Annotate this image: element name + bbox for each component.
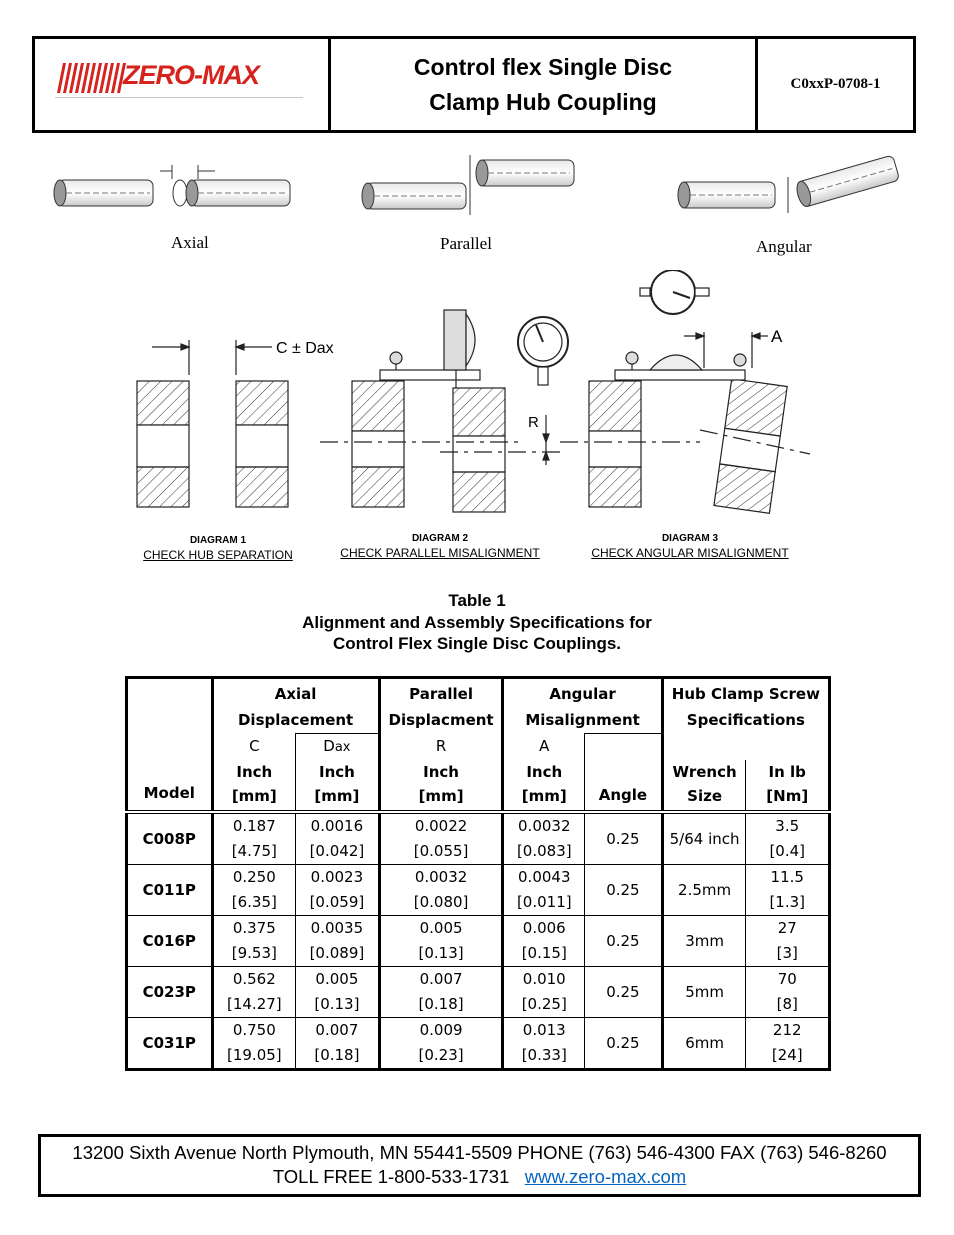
cell-a-inch: 0.0043	[518, 868, 571, 886]
cell-dax-mm: [0.089]	[309, 944, 365, 962]
cell-r	[379, 916, 503, 967]
cell-wrench	[662, 812, 746, 865]
diagram-2-caption	[332, 532, 548, 560]
header-angular-line-2: Misalignment	[525, 711, 640, 729]
cell-r-mm: [0.055]	[413, 842, 469, 860]
cell-model	[127, 812, 213, 865]
cell-wrench	[662, 967, 746, 1018]
header-torque	[746, 760, 830, 812]
header-size: Size	[687, 787, 723, 805]
cell-wrench-value: 3mm	[685, 931, 724, 950]
document-number: C0xxP-0708-1	[790, 76, 881, 92]
cell-torque-inch: 3.5	[775, 817, 800, 835]
company-logo	[35, 39, 331, 130]
cell-c-inch: 0.562	[232, 970, 276, 988]
cell-wrench-value: 2.5mm	[678, 880, 732, 899]
page-header	[32, 36, 916, 133]
header-angle-blank	[585, 734, 663, 761]
header-c-mm: [mm]	[231, 787, 277, 805]
cell-angle	[585, 967, 663, 1018]
table-row	[127, 1018, 830, 1070]
header-hub-line-2: Specifications	[686, 711, 805, 729]
diagram-1-dim-label: C ± Dax	[276, 340, 334, 357]
cell-angle	[585, 812, 663, 865]
footer-address: 13200 Sixth Avenue North Plymouth, MN 55441-5509 PHONE (763) 546-4300 FAX (763) 546-8260	[72, 1142, 887, 1163]
cell-dax	[296, 916, 380, 967]
title-line-1: Control flex Single Disc	[413, 53, 673, 80]
cell-a	[503, 967, 585, 1018]
cell-r-inch: 0.0032	[414, 868, 468, 886]
header-symbol-d-sub: ax	[334, 740, 351, 755]
header-nm: [Nm]	[766, 787, 809, 805]
diagram-2-number: DIAGRAM 2	[411, 533, 469, 544]
title-line-2: Clamp Hub Coupling	[429, 88, 657, 115]
header-model: Model	[127, 678, 213, 813]
cell-r-inch: 0.005	[419, 919, 463, 937]
header-inlb: In lb	[768, 763, 806, 781]
header-r-mm: [mm]	[418, 787, 464, 805]
cell-r-mm: [0.080]	[413, 893, 469, 911]
cell-a	[503, 812, 585, 865]
cell-angle	[585, 865, 663, 916]
cell-r	[379, 865, 503, 916]
alignment-diagrams	[0, 270, 954, 530]
angular-label: Angular	[756, 237, 812, 256]
table-header-row-1	[127, 678, 830, 734]
diagram-1-caption	[130, 534, 306, 562]
cell-model-value: C023P	[142, 982, 196, 1001]
cell-r	[379, 812, 503, 865]
cell-dax-inch: 0.0035	[310, 919, 364, 937]
diagram-2-caption-text: CHECK PARALLEL MISALIGNMENT	[340, 546, 540, 560]
cell-c	[212, 967, 296, 1018]
axial-label: Axial	[171, 233, 209, 252]
cell-model	[127, 865, 213, 916]
cell-dax-inch: 0.007	[315, 1021, 359, 1039]
cell-angle-value: 0.25	[606, 982, 640, 1001]
cell-model-value: C008P	[142, 829, 196, 848]
cell-dax-mm: [0.042]	[309, 842, 365, 860]
cell-dax-mm: [0.059]	[309, 893, 365, 911]
header-angular-line-1: Angular	[549, 685, 616, 703]
logo-underline	[55, 97, 303, 98]
cell-a-mm: [0.011]	[516, 893, 572, 911]
cell-model	[127, 1018, 213, 1070]
cell-dax	[296, 1018, 380, 1070]
cell-c-inch: 0.750	[232, 1021, 276, 1039]
cell-r-inch: 0.007	[419, 970, 463, 988]
cell-dax-inch: 0.0016	[310, 817, 364, 835]
cell-angle-value: 0.25	[606, 829, 640, 848]
cell-r-mm: [0.23]	[418, 1046, 464, 1064]
cell-torque	[746, 865, 830, 916]
header-symbol-r: R	[379, 734, 503, 761]
header-parallel	[379, 678, 503, 734]
angular-shafts-icon	[678, 155, 900, 213]
header-hub-clamp	[662, 678, 829, 761]
table-row	[127, 812, 830, 865]
table-caption-line-3: Control Flex Single Disc Couplings.	[332, 634, 622, 653]
cell-c-mm: [9.53]	[231, 944, 277, 962]
diagram-1-caption-text: CHECK HUB SEPARATION	[143, 548, 293, 562]
cell-torque-inch: 212	[772, 1021, 802, 1039]
header-symbol-c: C	[212, 734, 296, 761]
diagram-3-hubs-icon	[560, 270, 810, 513]
cell-torque-mm: [8]	[776, 995, 798, 1013]
cell-model-value: C016P	[142, 931, 196, 950]
cell-c-inch: 0.250	[232, 868, 276, 886]
header-parallel-line-2: Displacment	[388, 711, 494, 730]
cell-c	[212, 865, 296, 916]
diagram-1-number: DIAGRAM 1	[189, 535, 247, 546]
header-symbol-dax	[296, 734, 380, 761]
cell-c-mm: [19.05]	[226, 1046, 282, 1064]
cell-wrench	[662, 865, 746, 916]
cell-wrench-value: 5mm	[685, 982, 724, 1001]
cell-dax-mm: [0.18]	[314, 1046, 360, 1064]
cell-model	[127, 916, 213, 967]
cell-wrench-value: 5/64 inch	[669, 829, 740, 848]
cell-r-mm: [0.13]	[418, 944, 464, 962]
diagram-3-caption-text: CHECK ANGULAR MISALIGNMENT	[591, 546, 789, 560]
logo-text: ZERO-MAX	[123, 60, 259, 90]
cell-torque	[746, 812, 830, 865]
cell-torque	[746, 967, 830, 1018]
cell-torque-mm: [24]	[771, 1046, 803, 1064]
header-angle: Angle	[585, 760, 663, 812]
cell-a-inch: 0.010	[522, 970, 566, 988]
header-symbol-a: A	[503, 734, 585, 761]
cell-torque-mm: [1.3]	[769, 893, 806, 911]
parallel-shafts-icon	[362, 155, 574, 215]
table-row	[127, 967, 830, 1018]
cell-wrench	[662, 1018, 746, 1070]
cell-r	[379, 1018, 503, 1070]
logo-stripes-icon	[55, 63, 127, 93]
header-c-inch: Inch	[236, 763, 273, 781]
cell-angle-value: 0.25	[606, 931, 640, 950]
cell-r-inch: 0.0022	[414, 817, 468, 835]
table-row	[127, 865, 830, 916]
cell-a-mm: [0.083]	[516, 842, 572, 860]
cell-a-mm: [0.33]	[521, 1046, 567, 1064]
cell-a-mm: [0.25]	[521, 995, 567, 1013]
header-a-units	[503, 760, 585, 812]
header-axial-line-1: Axial	[274, 685, 317, 703]
cell-a	[503, 1018, 585, 1070]
cell-c-mm: [6.35]	[231, 893, 277, 911]
cell-c	[212, 1018, 296, 1070]
cell-c	[212, 812, 296, 865]
cell-model-value: C011P	[142, 880, 196, 899]
table-caption-line-2: Alignment and Assembly Specifications for	[302, 612, 652, 632]
cell-dax	[296, 812, 380, 865]
page-footer	[38, 1134, 921, 1197]
cell-torque-inch: 11.5	[770, 868, 804, 886]
cell-dax-inch: 0.005	[315, 970, 359, 988]
header-r-inch: Inch	[423, 763, 459, 781]
header-parallel-line-1: Parallel	[409, 685, 473, 704]
diagram-3-number: DIAGRAM 3	[661, 533, 719, 544]
table-header-row-units	[127, 760, 830, 812]
axial-shafts-icon	[54, 165, 290, 206]
diagram-2-hubs-icon	[320, 310, 568, 512]
cell-angle	[585, 916, 663, 967]
misalignment-illustrations	[0, 145, 954, 225]
header-r-units	[379, 760, 503, 812]
cell-angle-value: 0.25	[606, 1033, 640, 1052]
header-axial-line-2: Displacement	[237, 711, 354, 729]
document-title	[331, 39, 758, 130]
diagram-2-dim-label: R	[528, 414, 539, 431]
cell-torque-inch: 70	[777, 970, 797, 988]
header-a-inch: Inch	[526, 763, 563, 781]
cell-c-inch: 0.375	[232, 919, 276, 937]
diagram-3-dim-label: A	[771, 327, 783, 346]
cell-a-inch: 0.006	[522, 919, 566, 937]
header-wrench-size	[662, 760, 746, 812]
cell-c-mm: [4.75]	[231, 842, 277, 860]
table-caption-line-1: Table 1	[448, 591, 506, 610]
cell-r-mm: [0.18]	[418, 995, 464, 1013]
table-caption	[0, 590, 954, 655]
cell-dax	[296, 967, 380, 1018]
header-axial	[212, 678, 379, 734]
cell-wrench-value: 6mm	[685, 1033, 724, 1052]
table-body	[127, 812, 830, 1070]
table-row	[127, 916, 830, 967]
header-dax-units	[296, 760, 380, 812]
specifications-table	[125, 676, 831, 1071]
cell-torque-mm: [3]	[776, 944, 798, 962]
cell-angle	[585, 1018, 663, 1070]
cell-r-inch: 0.009	[419, 1021, 463, 1039]
cell-c-mm: [14.27]	[226, 995, 282, 1013]
cell-wrench	[662, 916, 746, 967]
cell-a	[503, 865, 585, 916]
diagram-3-caption	[584, 532, 796, 560]
cell-a-inch: 0.013	[522, 1021, 566, 1039]
cell-a	[503, 916, 585, 967]
cell-torque-mm: [0.4]	[769, 842, 806, 860]
header-dax-inch: Inch	[318, 763, 355, 781]
website-link[interactable]: www.zero-max.com	[524, 1166, 687, 1187]
diagram-1-hubs-icon	[137, 340, 288, 507]
header-c-units	[212, 760, 296, 812]
header-wrench: Wrench	[672, 763, 737, 781]
footer-tollfree: TOLL FREE 1-800-533-1731	[272, 1166, 510, 1187]
cell-model-value: C031P	[142, 1033, 196, 1052]
cell-torque	[746, 1018, 830, 1070]
cell-a-inch: 0.0032	[518, 817, 571, 835]
cell-model	[127, 967, 213, 1018]
header-angular	[503, 678, 662, 734]
cell-angle-value: 0.25	[606, 880, 640, 899]
cell-torque-inch: 27	[777, 919, 797, 937]
footer-contact	[41, 1165, 918, 1189]
cell-dax	[296, 865, 380, 916]
cell-torque	[746, 916, 830, 967]
cell-a-mm: [0.15]	[521, 944, 567, 962]
header-symbol-d: D	[323, 737, 335, 755]
cell-dax-mm: [0.13]	[314, 995, 360, 1013]
header-a-mm: [mm]	[521, 787, 567, 805]
cell-dax-inch: 0.0023	[310, 868, 364, 886]
header-dax-mm: [mm]	[314, 787, 360, 805]
header-hub-line-1: Hub Clamp Screw	[671, 685, 820, 703]
parallel-label: Parallel	[440, 234, 492, 253]
cell-c	[212, 916, 296, 967]
cell-c-inch: 0.187	[232, 817, 276, 835]
cell-r	[379, 967, 503, 1018]
